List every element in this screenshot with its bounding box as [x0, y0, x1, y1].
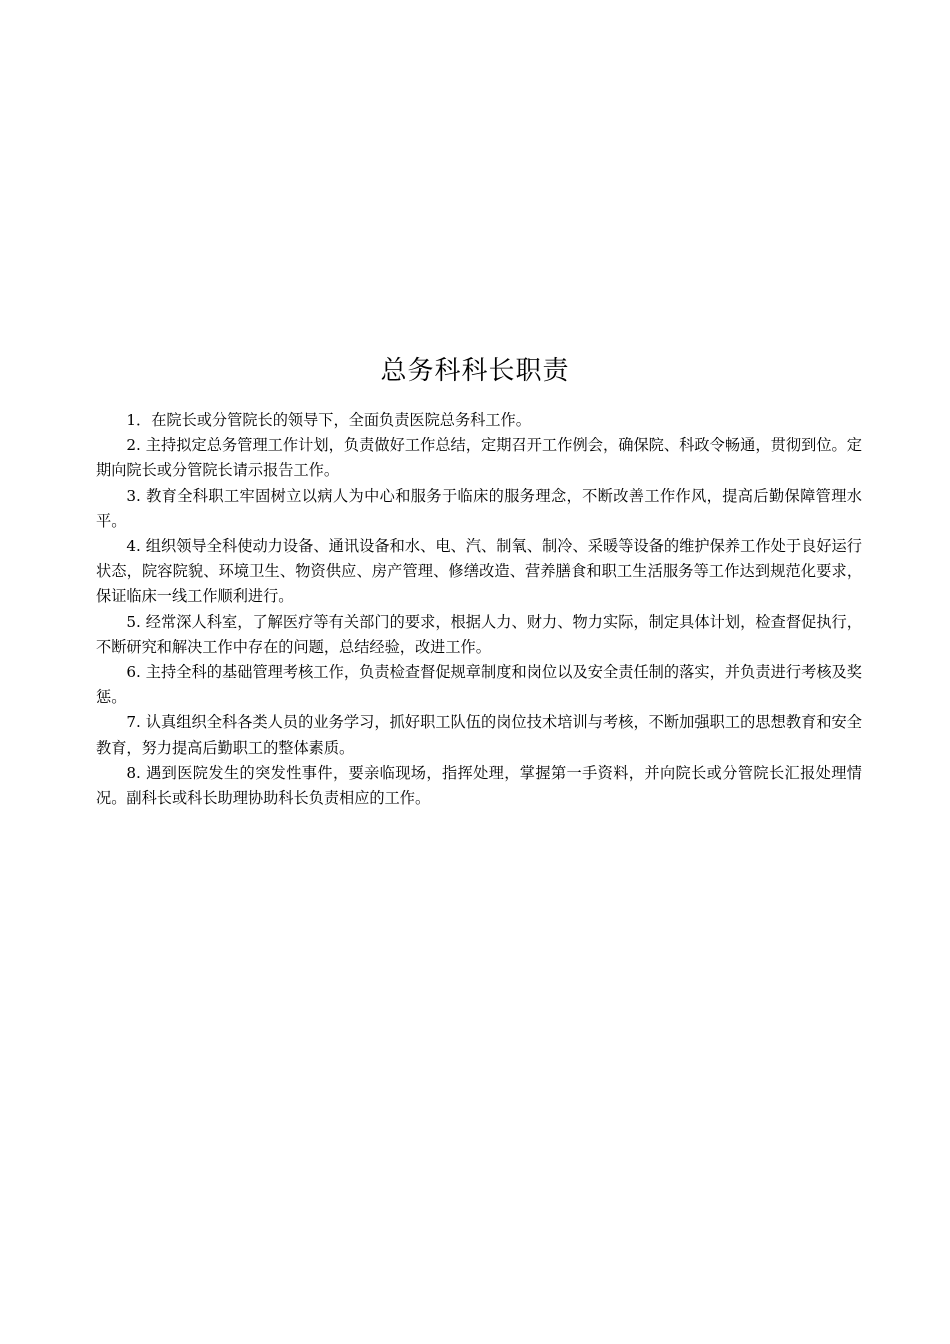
duty-paragraph-4: 4. 组织领导全科使动力设备、通讯设备和水、电、汽、制氧、制冷、采暖等设备的维护保养工作处于良好运行状态，院容院貌、环境卫生、物资供应、房产管理、修缮改造、营养膳食和职工生活服务等工作达到规范化要求，保证临床一线工作顺利进行。	[96, 537, 862, 606]
document-body	[96, 408, 862, 811]
duty-paragraph-5: 5. 经常深人科室，了解医疗等有关部门的要求，根据人力、财力、物力实际，制定具体计划，检查督促执行，不断研究和解决工作中存在的问题，总结经验，改进工作。	[96, 612, 862, 656]
duty-paragraph-1: 1．在院长或分管院长的领导下，全面负责医院总务科工作。	[126, 411, 531, 429]
duty-paragraph-7: 7. 认真组织全科各类人员的业务学习，抓好职工队伍的岗位技术培训与考核，不断加强职工的思想教育和安全教育，努力提高后勤职工的整体素质。	[96, 713, 862, 757]
duty-paragraph-6: 6. 主持全科的基础管理考核工作，负责检查督促规章制度和岗位以及安全责任制的落实，并负责进行考核及奖惩。	[96, 663, 862, 707]
document-title: 总务科科长职责	[380, 356, 570, 386]
duty-paragraph-2: 2. 主持拟定总务管理工作计划，负责做好工作总结，定期召开工作例会，确保院、科政令畅通，贯彻到位。定期向院长或分管院长请示报告工作。	[96, 436, 862, 480]
duty-paragraph-3: 3. 教育全科职工牢固树立以病人为中心和服务于临床的服务理念，不断改善工作作风，提高后勤保障管理水平。	[96, 486, 862, 530]
duty-paragraph-8: 8. 遇到医院发生的突发性事件，要亲临现场，指挥处理，掌握第一手资料，并向院长或分管院长汇报处理情况。副科长或科长助理协助科长负责相应的工作。	[96, 763, 862, 808]
